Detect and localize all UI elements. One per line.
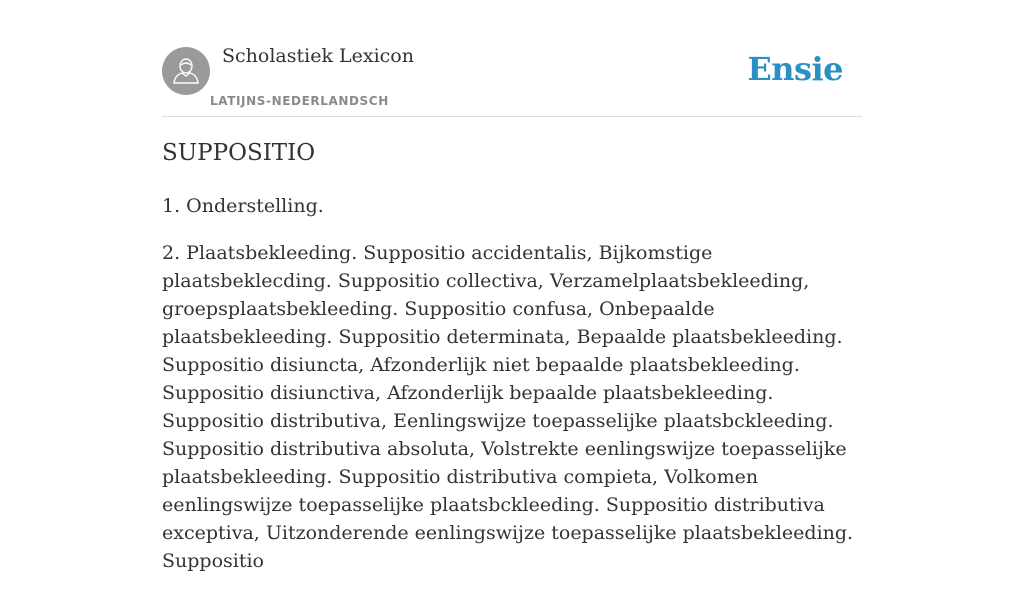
source-subtitle: LATIJNS-NEDERLANDSCH (210, 94, 389, 108)
entry-header (162, 0, 862, 117)
ensie-logo[interactable]: Ensie (747, 50, 843, 88)
entry-paragraph: 1. Onderstelling. (162, 195, 324, 217)
entry-body (162, 192, 862, 594)
source-title[interactable]: Scholastiek Lexicon (222, 45, 414, 67)
entry-paragraph: 2. Plaatsbekleeding. Suppositio accidentalis, Bijkomstige plaatsbeklecding. Suppositio collectiva, Verzamelplaatsbekleeding, groepsplaatsbekleeding. Suppositio confusa, Onbepaalde plaatsbekleeding. Suppositio determinata, Bepaalde plaatsbekleeding. Suppositio disiuncta, Afzonderlijk niet bepaalde plaatsbekleeding. Suppositio disiunctiva, Afzonderlijk bepaalde plaatsbekleeding. Suppositio distributiva, Eenlingswijze toepasselijke plaatsbckleeding. Suppositio distributiva absoluta, Volstrekte eenlingswijze toepasselijke plaatsbekleeding. Suppositio distributiva compieta, Volkomen eenlingswijze toepasselijke plaatsbckleeding. Suppositio distributiva exceptiva, Uitzonderende eenlingswijze toepasselijke plaatsbekleeding. Suppositio (162, 242, 854, 572)
entry-title: SUPPOSITIO (162, 140, 316, 166)
page-container (162, 0, 862, 572)
user-icon[interactable] (162, 47, 210, 95)
